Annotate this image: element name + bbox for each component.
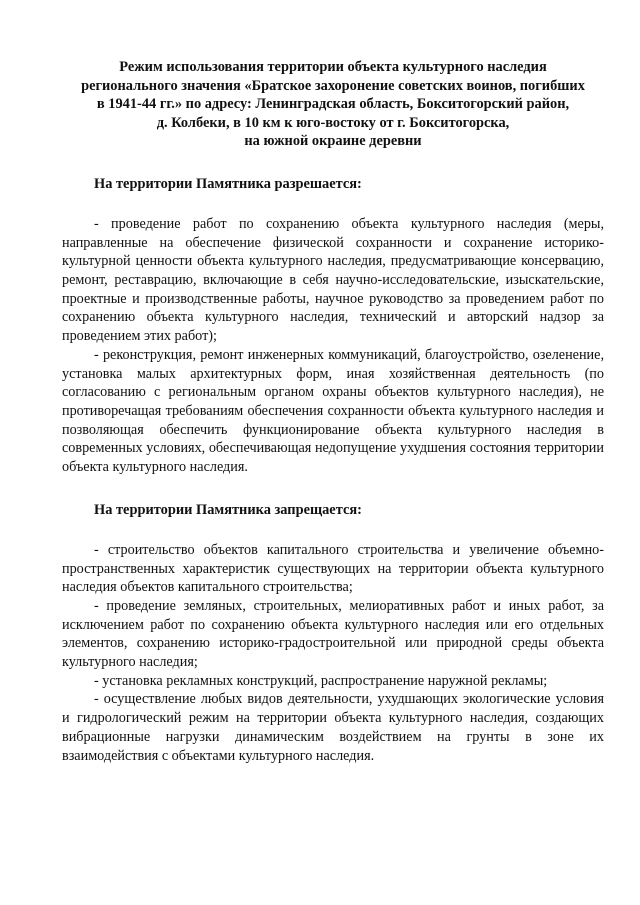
title-line: в 1941-44 гг.» по адресу: Ленинградская область, Бокситогорский район, [96,96,570,113]
list-item: - проведение земляных, строительных, мелиоративных работ и иных работ, за исключением работ по сохранению объекта культурного наследия или его отдельных элементов, сохранению историко-градостроительной или природной среды объекта культурного наследия; [62,597,604,671]
title-line: д. Колбеки, в 10 км к юго-востоку от г. Бокситогорска, [156,114,510,131]
title-line: Режим использования территории объекта культурного наследия [119,59,547,75]
title-line: на южной окраине деревни [244,133,422,150]
forbidden-list [62,541,604,765]
allowed-list [62,215,604,477]
document-title [62,58,604,151]
list-item: - установка рекламных конструкций, распространение наружной рекламы; [94,672,548,689]
list-item: - реконструкция, ремонт инженерных коммуникаций, благоустройство, озеленение, установка малых архитектурных форм, иная хозяйственная деятельность (по согласованию с региональным органом охраны объектов культурного наследия), не противоречащая требованиям обеспечения сохранности объекта культурного наследия и позволяющая обеспечить функционирование объекта культурного наследия в современных условиях, обеспечивающая недопущение ухудшения состояния территории объекта культурного наследия. [62,346,604,476]
list-item: - проведение работ по сохранению объекта культурного наследия (меры, направленные на обеспечение физической сохранности и сохранение историко-культурной ценности объекта культурного наследия, предусматривающие консервацию, ремонт, реставрацию, включающие в себя научно-исследовательские, изыскательские, проектные и производственные работы, научное руководство за проведением работ по сохранению объекта культурного наследия, технический и авторский надзор за проведением этих работ); [62,215,604,345]
forbidden-section-heading: На территории Памятника запрещается: [94,501,362,518]
title-line: регионального значения «Братское захоронение советских воинов, погибших [81,77,585,94]
list-item: - осуществление любых видов деятельности, ухудшающих экологические условия и гидрологический режим на территории объекта культурного наследия, создающих вибрационные нагрузки динамическим воздействием на грунты в зоне их взаимодействия с объектами культурного наследия. [62,691,604,764]
allowed-section-heading: На территории Памятника разрешается: [94,175,362,192]
list-item: - строительство объектов капитального строительства и увеличение объемно-пространственных характеристик существующих на территории объекта культурного наследия объектов капитального строительства; [62,541,604,596]
